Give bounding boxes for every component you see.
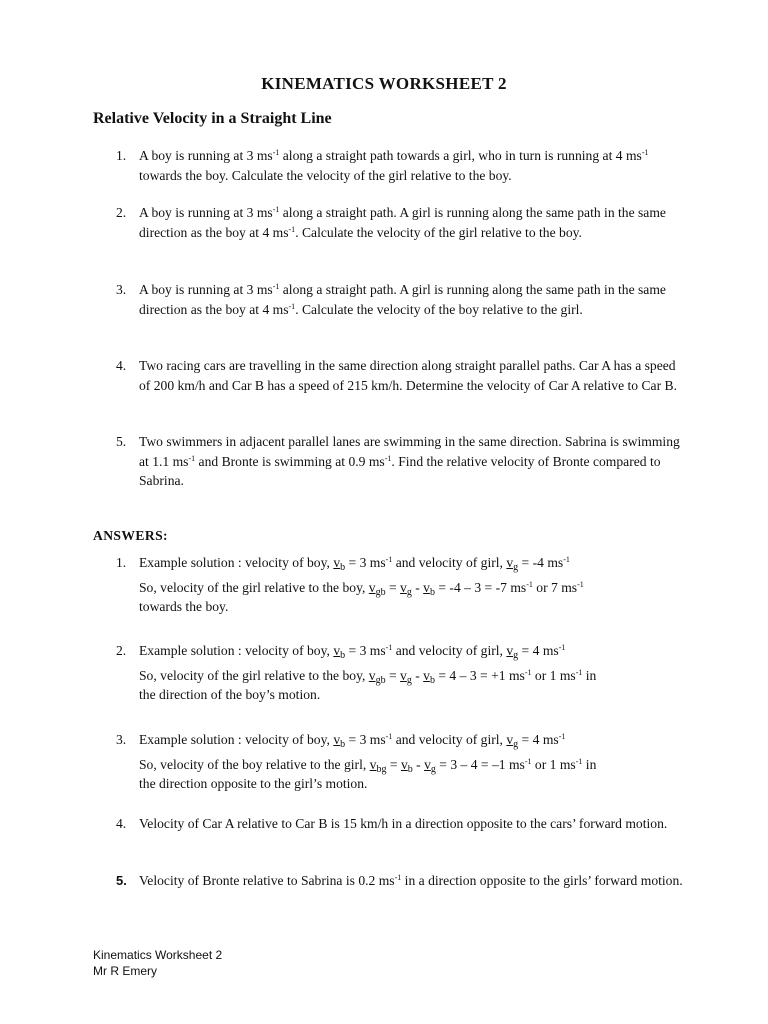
- answers-heading: ANSWERS:: [93, 528, 168, 543]
- answer-4: [116, 814, 696, 834]
- question-number: 1.: [116, 148, 127, 163]
- question-2: [116, 203, 686, 242]
- answer-text: Example solution : velocity of boy, $v_b = 3$ $ms^{-1}$ and velocity of girl, $v_g = -4$ $ms^{-1}$ So, velocity of the girl relative to the boy, $v_{gb} = v_g - v_b = -4 - 3 = -7$ $ms^{-1}$ or 7 $ms^{-1}$ towards the boy.: [139, 555, 584, 614]
- question-number: 2.: [116, 205, 127, 220]
- question-number: 4.: [116, 358, 127, 373]
- answer-5: [116, 871, 696, 891]
- answer-number: 2.: [116, 643, 127, 658]
- answer-number: 5.: [116, 873, 127, 888]
- worksheet-title: KINEMATICS WORKSHEET 2: [261, 74, 507, 93]
- question-text: A boy is running at 3 $ms^{-1}$ along a straight path towards a girl, who in turn is running at 4 $ms^{-1}$ towards the boy. Calculate the velocity of the girl relative to the boy.: [139, 148, 649, 183]
- answer-2: [116, 641, 696, 705]
- answer-number: 4.: [116, 816, 127, 831]
- section-heading: Relative Velocity in a Straight Line: [93, 110, 332, 127]
- answer-text: Velocity of Bronte relative to Sabrina is 0.2 $ms^{-1}$ in a direction opposite to the girls’ forward motion.: [139, 873, 683, 888]
- question-text: A boy is running at 3 $ms^{-1}$ along a straight path. A girl is running along the same path in the same direction as the boy at 4 $ms^{-1}$. Calculate the velocity of the girl relative to the boy.: [139, 205, 666, 240]
- answer-text: Example solution : velocity of boy, $v_b = 3$ $ms^{-1}$ and velocity of girl, $v_g = 4$ $ms^{-1}$ So, velocity of the boy relative to the girl, $v_{bg} = v_b - v_g = 3 - 4 = -1$ $ms^{-1}$ or 1 $ms^{-1}$ in the direction opposite to the girl’s motion.: [139, 732, 597, 791]
- answer-text: Velocity of Car A relative to Car B is 15 km/h in a direction opposite to the cars’ forward motion.: [139, 816, 668, 831]
- answer-number: 1.: [116, 555, 127, 570]
- answer-number: 3.: [116, 732, 127, 747]
- footer-author: Mr R Emery: [93, 964, 157, 978]
- answer-1: [116, 553, 696, 617]
- footer-title: Kinematics Worksheet 2: [93, 948, 223, 962]
- question-text: Two swimmers in adjacent parallel lanes are swimming in the same direction. Sabrina is swimming at 1.1 $ms^{-1}$ and Bronte is swimming at 0.9 $ms^{-1}$. Find the relative velocity of Bronte compared to Sabrina.: [139, 434, 680, 488]
- question-text: Two racing cars are travelling in the same direction along straight parallel paths. Car A has a speed of 200 km/h and Car B has a speed of 215 km/h. Determine the velocity of Car A relative to Car B.: [139, 358, 677, 393]
- question-number: 5.: [116, 434, 127, 449]
- question-5: [116, 432, 686, 491]
- question-3: [116, 280, 686, 319]
- question-4: [116, 356, 686, 395]
- question-number: 3.: [116, 282, 127, 297]
- page-footer: [93, 947, 222, 979]
- answer-text: Example solution : velocity of boy, $v_b = 3$ $ms^{-1}$ and velocity of girl, $v_g = 4$ $ms^{-1}$ So, velocity of the girl relative to the boy, $v_{gb} = v_g - v_b = 4 - 3 = +1$ $ms^{-1}$ or 1 $ms^{-1}$ in the direction of the boy’s motion.: [139, 643, 597, 702]
- answer-3: [116, 730, 696, 794]
- question-1: [116, 146, 686, 185]
- question-text: A boy is running at 3 $ms^{-1}$ along a straight path. A girl is running along the same path in the same direction as the boy at 4 $ms^{-1}$. Calculate the velocity of the boy relative to the girl.: [139, 282, 666, 317]
